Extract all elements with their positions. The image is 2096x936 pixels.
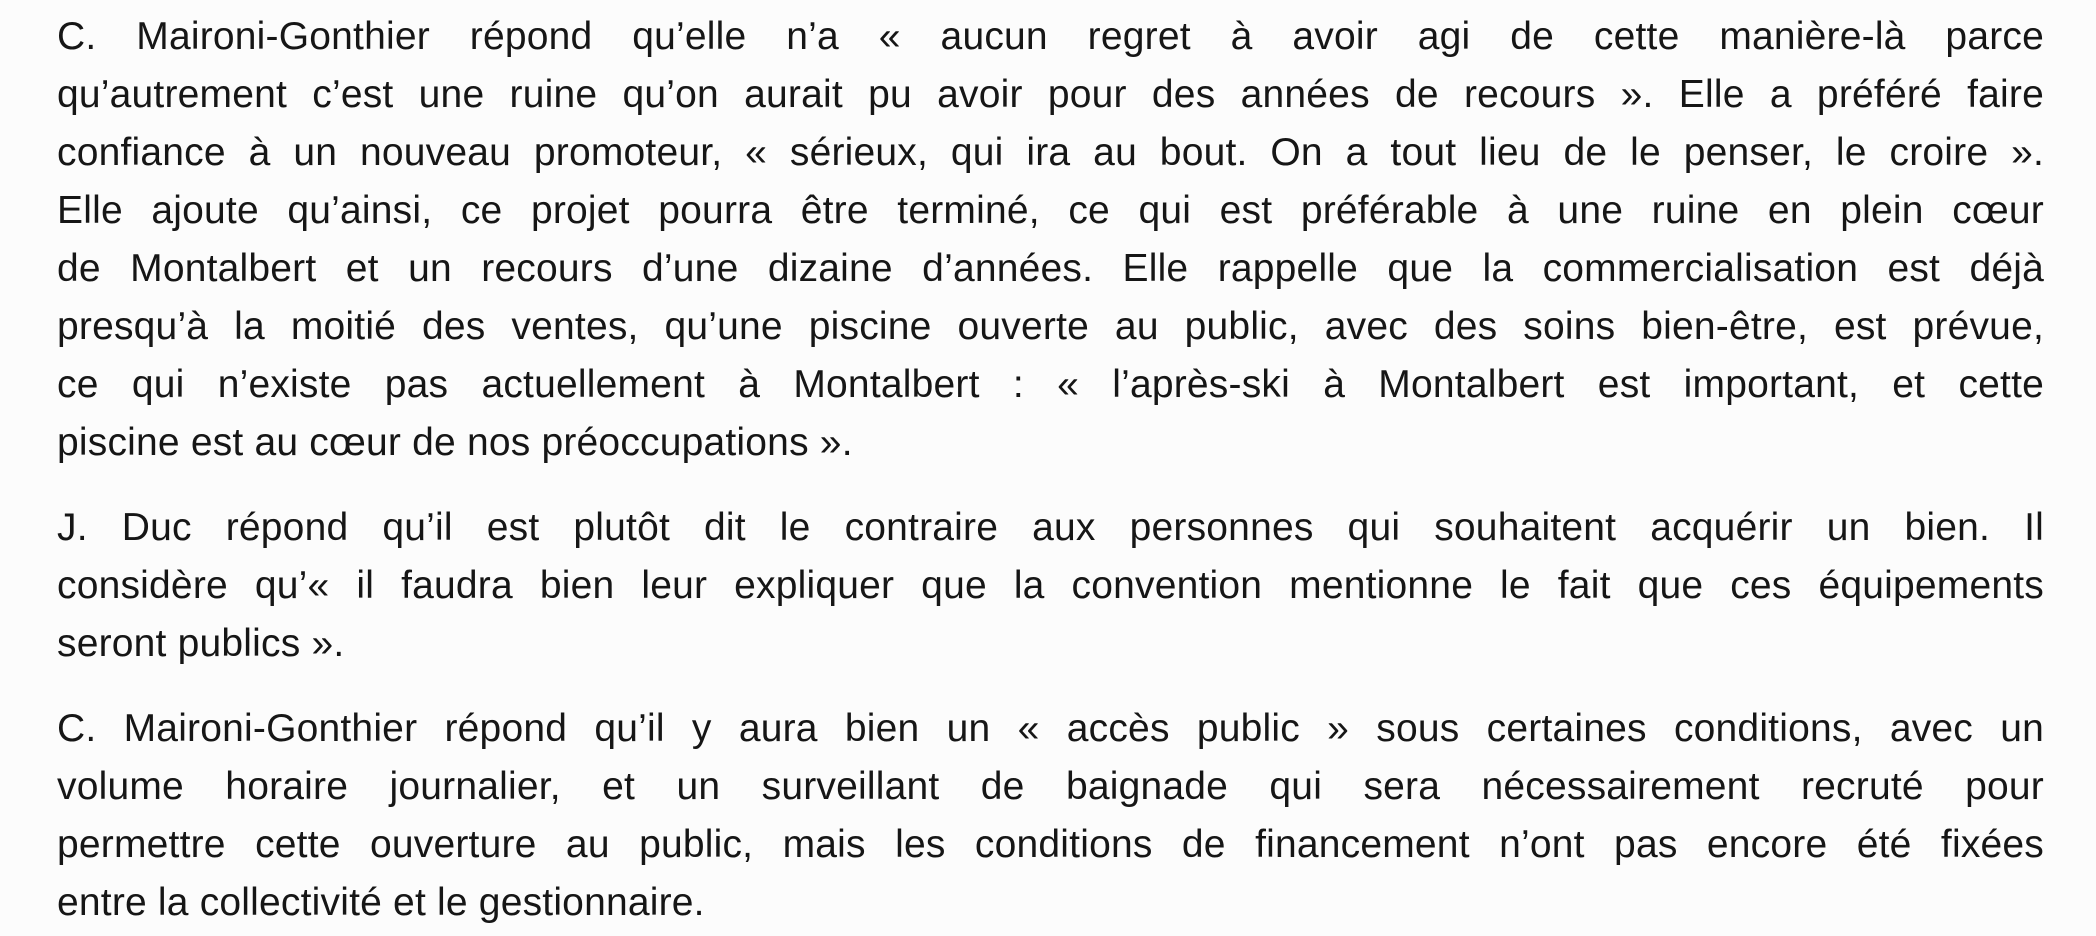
- text-line: confiance à un nouveau promoteur, « sérieux, qui ira au bout. On a tout lieu de le penser, le croire ».: [57, 131, 2044, 174]
- text-line: C. Maironi-Gonthier répond qu’il y aura bien un « accès public » sous certaines conditions, avec un: [57, 707, 2044, 750]
- text-line: entre la collectivité et le gestionnaire.: [57, 881, 705, 924]
- text-line: volume horaire journalier, et un surveillant de baignade qui sera nécessairement recruté pour: [57, 765, 2044, 808]
- text-line: ce qui n’existe pas actuellement à Montalbert : « l’après-ski à Montalbert est important, et cette: [57, 363, 2044, 406]
- text-line: considère qu’« il faudra bien leur expliquer que la convention mentionne le fait que ces équipements: [57, 564, 2044, 607]
- text-line: seront publics ».: [57, 622, 345, 665]
- text-line: Elle ajoute qu’ainsi, ce projet pourra être terminé, ce qui est préférable à une ruine en plein cœur: [57, 189, 2044, 232]
- text-line: presqu’à la moitié des ventes, qu’une piscine ouverte au public, avec des soins bien-être, est prévue,: [57, 305, 2044, 348]
- paragraph: [57, 499, 2044, 673]
- text-line: J. Duc répond qu’il est plutôt dit le contraire aux personnes qui souhaitent acquérir un bien. Il: [57, 506, 2044, 549]
- text-line: qu’autrement c’est une ruine qu’on aurait pu avoir pour des années de recours ». Elle a préféré faire: [57, 73, 2044, 116]
- text-line: de Montalbert et un recours d’une dizaine d’années. Elle rappelle que la commercialisation est déjà: [57, 247, 2044, 290]
- text-line: permettre cette ouverture au public, mais les conditions de financement n’ont pas encore été fixées: [57, 823, 2044, 866]
- paragraph: [57, 8, 2044, 472]
- paragraph: [57, 700, 2044, 932]
- text-line: C. Maironi-Gonthier répond qu’elle n’a « aucun regret à avoir agi de cette manière-là parce: [57, 15, 2044, 58]
- text-line: piscine est au cœur de nos préoccupations ».: [57, 421, 853, 464]
